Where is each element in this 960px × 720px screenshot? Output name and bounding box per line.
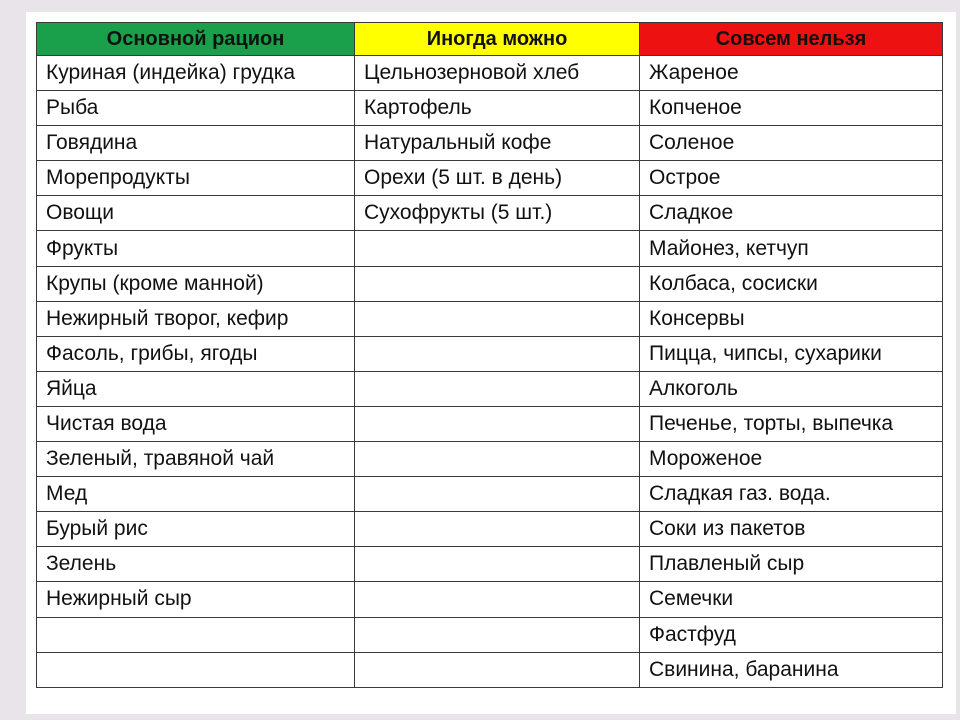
- table-row: [37, 406, 943, 441]
- cell-sometimes: [355, 652, 640, 687]
- cell-main: [37, 652, 355, 687]
- cell-main: Бурый рис: [37, 512, 355, 547]
- cell-sometimes: [355, 266, 640, 301]
- cell-main: Мед: [37, 477, 355, 512]
- cell-main: Рыба: [37, 91, 355, 126]
- cell-sometimes: Картофель: [355, 91, 640, 126]
- table-body: [37, 56, 943, 688]
- cell-sometimes: [355, 406, 640, 441]
- cell-forbidden: Печенье, торты, выпечка: [640, 406, 943, 441]
- cell-main: Зеленый, травяной чай: [37, 442, 355, 477]
- cell-forbidden: Копченое: [640, 91, 943, 126]
- cell-main: Крупы (кроме манной): [37, 266, 355, 301]
- cell-sometimes: [355, 477, 640, 512]
- cell-forbidden: Острое: [640, 161, 943, 196]
- cell-sometimes: [355, 301, 640, 336]
- table-row: [37, 231, 943, 266]
- cell-main: Яйца: [37, 371, 355, 406]
- table-row: [37, 56, 943, 91]
- cell-forbidden: Сладкое: [640, 196, 943, 231]
- table-row: [37, 126, 943, 161]
- cell-forbidden: Колбаса, сосиски: [640, 266, 943, 301]
- cell-forbidden: Алкоголь: [640, 371, 943, 406]
- cell-forbidden: Сладкая газ. вода.: [640, 477, 943, 512]
- cell-main: Морепродукты: [37, 161, 355, 196]
- cell-sometimes: [355, 512, 640, 547]
- cell-main: Нежирный творог, кефир: [37, 301, 355, 336]
- cell-forbidden: Соленое: [640, 126, 943, 161]
- table-row: [37, 617, 943, 652]
- header-main-diet: Основной рацион: [37, 23, 355, 56]
- table-row: [37, 161, 943, 196]
- table-row: [37, 547, 943, 582]
- cell-main: Куриная (индейка) грудка: [37, 56, 355, 91]
- table-row: [37, 336, 943, 371]
- table-row: [37, 266, 943, 301]
- table-row: [37, 371, 943, 406]
- cell-sometimes: Орехи (5 шт. в день): [355, 161, 640, 196]
- cell-sometimes: [355, 442, 640, 477]
- diet-table: [36, 22, 943, 688]
- cell-sometimes: Цельнозерновой хлеб: [355, 56, 640, 91]
- cell-sometimes: [355, 617, 640, 652]
- cell-main: Фрукты: [37, 231, 355, 266]
- cell-main: Говядина: [37, 126, 355, 161]
- cell-forbidden: Семечки: [640, 582, 943, 617]
- cell-forbidden: Жареное: [640, 56, 943, 91]
- table-row: [37, 582, 943, 617]
- cell-sometimes: [355, 336, 640, 371]
- cell-sometimes: [355, 231, 640, 266]
- cell-forbidden: Мороженое: [640, 442, 943, 477]
- cell-main: Зелень: [37, 547, 355, 582]
- cell-sometimes: [355, 582, 640, 617]
- table-row: [37, 652, 943, 687]
- document-sheet: [26, 12, 956, 714]
- table-row: [37, 301, 943, 336]
- cell-sometimes: Сухофрукты (5 шт.): [355, 196, 640, 231]
- header-sometimes: Иногда можно: [355, 23, 640, 56]
- cell-forbidden: Свинина, баранина: [640, 652, 943, 687]
- cell-forbidden: Соки из пакетов: [640, 512, 943, 547]
- table-row: [37, 477, 943, 512]
- cell-forbidden: Фастфуд: [640, 617, 943, 652]
- cell-main: Фасоль, грибы, ягоды: [37, 336, 355, 371]
- table-row: [37, 196, 943, 231]
- cell-sometimes: Натуральный кофе: [355, 126, 640, 161]
- cell-forbidden: Майонез, кетчуп: [640, 231, 943, 266]
- cell-main: Чистая вода: [37, 406, 355, 441]
- cell-forbidden: Плавленый сыр: [640, 547, 943, 582]
- table-row: [37, 91, 943, 126]
- cell-sometimes: [355, 371, 640, 406]
- cell-main: Овощи: [37, 196, 355, 231]
- cell-main: [37, 617, 355, 652]
- cell-main: Нежирный сыр: [37, 582, 355, 617]
- cell-sometimes: [355, 547, 640, 582]
- header-forbidden: Совсем нельзя: [640, 23, 943, 56]
- cell-forbidden: Пицца, чипсы, сухарики: [640, 336, 943, 371]
- cell-forbidden: Консервы: [640, 301, 943, 336]
- table-row: [37, 442, 943, 477]
- table-row: [37, 512, 943, 547]
- header-row: [37, 23, 943, 56]
